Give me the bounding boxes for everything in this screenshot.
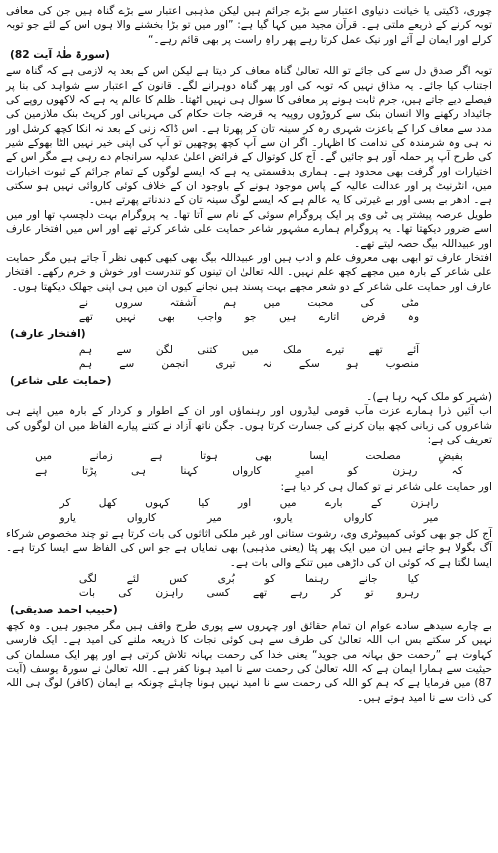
poem-jagan-nath-azad bbox=[6, 449, 492, 478]
poem-attribution: (حبیب احمد صدیقی) bbox=[10, 603, 118, 616]
poem-attribution: (افتخار عارف) bbox=[10, 327, 86, 340]
poem-line: میر کارواں یارو، میر کارواں یارو bbox=[59, 511, 439, 524]
poem-habib-ahmad-siddiqui bbox=[6, 572, 492, 601]
poem-line: راہزن کے بارے میں اور کیا کہوں کھل کر bbox=[59, 497, 439, 510]
poem-line: کہ رہزن کو امیرِ کارواں کہنا ہی پڑتا ہے bbox=[35, 464, 463, 477]
quran-reference: (سورۃ طٰہٰ آیت 82) bbox=[10, 49, 110, 62]
poem-line: آئے تھے تیرے ملک میں کتنی لگن سے ہم bbox=[78, 343, 420, 356]
paragraph-corruption: آج کل جو بھی کوئی کمپیوٹری وی، رشوت ستانی اور غیر ملکی اثاثوں کی بات کرتا ہے تو چند مخصوص شرکاء آگ بگولا ہو جاتے ہیں ان میں ایک پھر پٹا (یعنی مذہبی) بھی نمایاں ہے جو اس کی الفاظ سے ایسا کرتا ہے۔ ایسا لگتا ہے کہ کوئی ان کی داڑھی میں تنکے والی بات ہے۔ bbox=[6, 528, 492, 569]
paragraph-himayat-intro: اور حمایت علی شاعر نے تو کمال ہی کر دیا ہے: bbox=[280, 481, 492, 493]
paragraph-repentance-and-law: توبہ اگر صدق دل سے کی جائے تو اللہ تعالیٰ گناہ معاف کر دیتا ہے لیکن اس کے بعد یہ لازمی ہے کہ گناہ سے اجتناب کیا جائے۔ یہ مذاق نہیں کہ توبہ کی اور پھر گناہ دوہرانے لگے۔ قانون کے اعتبار سے شواہد کی بنا پر فیصلے دیے جاتے ہیں، جرم ثابت ہونے پر معافی کا سوال ہی نہیں اٹھتا۔ ظلم کا عالم یہ ہے کہ لاکھوں روپے کی جائیداد رکھنے والا انسان بنک سے کروڑوں روپیہ یہ قرضہ جات حکام کی مہربانی اور کرپٹ بنک ملازمین کی مدد سے معاف کرا کے باعزت شہری رہ کر سینہ تان کر پھرتا ہے۔ اس ڈاکہ زنی کے بعد نہ انکا کچھ کرشل اور نہ ہی وہ شرمندہ کی ندامت کا اظہار۔ اگر ان سے آپ کچھ پوچھیں تو آپ کی اپنی خیر نہیں الٹا بھوکے شیر کی طرح آپ پر حملہ آور ہو جائیں گے۔ آج کل کوتوال کے فرائض اعلیٰ عدلیہ سرانجام دے رہی ہے مگر اس کے اختیارات اور گرفت بھی محدود ہے۔ ہماری بدقسمتی یہ ہے کہ ایسے لوگوں کے تمام جرائم کے ثبوت اخبارات میں، انٹرنیٹ پر اور عدالت عالیہ کے پاس موجود ہونے کے باوجود ان کے خلاف کوئی کاروائی نہیں ہو سکتی ہے۔ ادھر بے بسی اور بے غیرتی کا یہ عالم ہے کہ ایسے لوگ سینہ تان کے دندناتے پھرتے ہیں۔ bbox=[6, 65, 492, 207]
paragraph-poets-remembered: افتخار عارف تو ابھی بھی معروف علم و ادب ہیں اور عبیداللہ بیگ بھی کبھی کبھی نظر آ جاتے ہیں مگر حمایت علی شاعر کے بارہ میں مجھے کچھ علم نہیں۔ اللہ تعالیٰ ان تینوں کو تندرست اور خوش و خرم رکھے۔ افتخار عارف اور حمایت علی شاعر کے دو شعر مجھے بہت پسند ہیں نجانے کیوں ان میں ہی اپنی جھلک دیکھتا ہوں۔ bbox=[6, 251, 492, 293]
paragraph-city-note: (شہر کو ملک کہہ رہا ہے)۔ bbox=[366, 390, 492, 403]
poem-attribution: (حمایت علی شاعر) bbox=[10, 374, 112, 387]
paragraph-leaders: اب آئیں ذرا ہمارے عزت مآب قومی لیڈروں اور رہنماؤں اور ان کے اطوار و کردار کے بارہ میں اپنے ہی شاعروں کی زبانی کچھ بیان کرنے کی جسارت کرتا ہوں۔ جگن ناتھ آزاد نے کتنے پیارے الفاظ میں ان لوگوں کی تعریف کی ہے: bbox=[6, 405, 492, 446]
poem-line: مٹی کی محبت میں ہم آشفتہ سروں نے bbox=[78, 296, 420, 309]
paragraph-hope-in-mercy: بے چارے سیدھے سادے عوام ان تمام حقائق اور چہروں سے پوری طرح واقف ہیں مگر مجبور ہیں۔ وہ کچھ نہیں کر سکتے بس اب اللہ تعالیٰ کی طرف سے ہی کوئی نجات کا ذریعہ ملنے کی امید ہے۔ ایک فارسی کہاوت ہے ”رحمت حق بہانہ می جوید“ یعنی خدا کی رحمت بہانہ تلاش کرتی ہے اور پھر ایک مسلمان کی حیثیت سے ہمارا ایمان ہے کہ اللہ تعالیٰ کی رحمت سے نا امید ہونا کفر ہے۔ اللہ تعالیٰ نے سورۃ یوسف (آیت 87) میں فرمایا ہے کہ ہم کو اللہ کی رحمت سے نا امید نہیں ہونا چاہئے چونکہ بے ایمان (کافر) لوگ ہی اللہ کی ذات سے نا امید ہوتے ہیں۔ bbox=[6, 620, 492, 704]
poem-iftikhar-arif bbox=[6, 296, 492, 325]
paragraph-theft-and-repentance: چوری، ڈکیتی یا خیانت دنیاوی اعتبار سے بڑے جرائم ہیں لیکن مذہبی اعتبار سے بڑے گناہ ہیں جن کی معافی توبہ کرنے کے ذریعے ملتی ہے۔ قرآن مجید میں کہا گیا ہے: ”اور میں تو بڑا بخشنے والا ہوں اس کے لئے جو توبہ کرلے اور ایمان لے آئے اور نیک عمل کرتا رہے پھر راہِ راست پر بھی قائم رہے۔“ bbox=[6, 5, 492, 46]
paragraph-tv-programme: طویل عرصہ پیشتر پی ٹی وی پر ایک پروگرام سوئی کے نام سے آتا تھا۔ یہ پروگرام بہت دلچسپ تھا اور میں اسے ضرور دیکھتا تھا۔ یہ پروگرام ہمارے مشہور شاعر حمایت علی شاعر کرتے تھے اور اس میں افتخار عارف اور عبیداللہ بیگ حصہ لیتے تھے۔ bbox=[6, 208, 492, 250]
poem-himayat-rahzan bbox=[6, 496, 492, 525]
poem-line: منصوب ہو سکے نہ تیری انجمن سے ہم bbox=[78, 358, 420, 371]
poem-line: رہرو تو کر رہے تھے کسی راہزن کی بات bbox=[78, 587, 420, 600]
poem-line: بفیضِ مصلحت ایسا بھی ہوتا ہے زمانے میں bbox=[35, 450, 463, 463]
poem-himayat-ali-shair bbox=[6, 343, 492, 372]
poem-line: وہ قرض اتارے ہیں جو واجب بھی نہیں تھے bbox=[78, 311, 420, 324]
poem-line: کیا جانے رہنما کو بُری کس لئے لگی bbox=[78, 573, 420, 586]
